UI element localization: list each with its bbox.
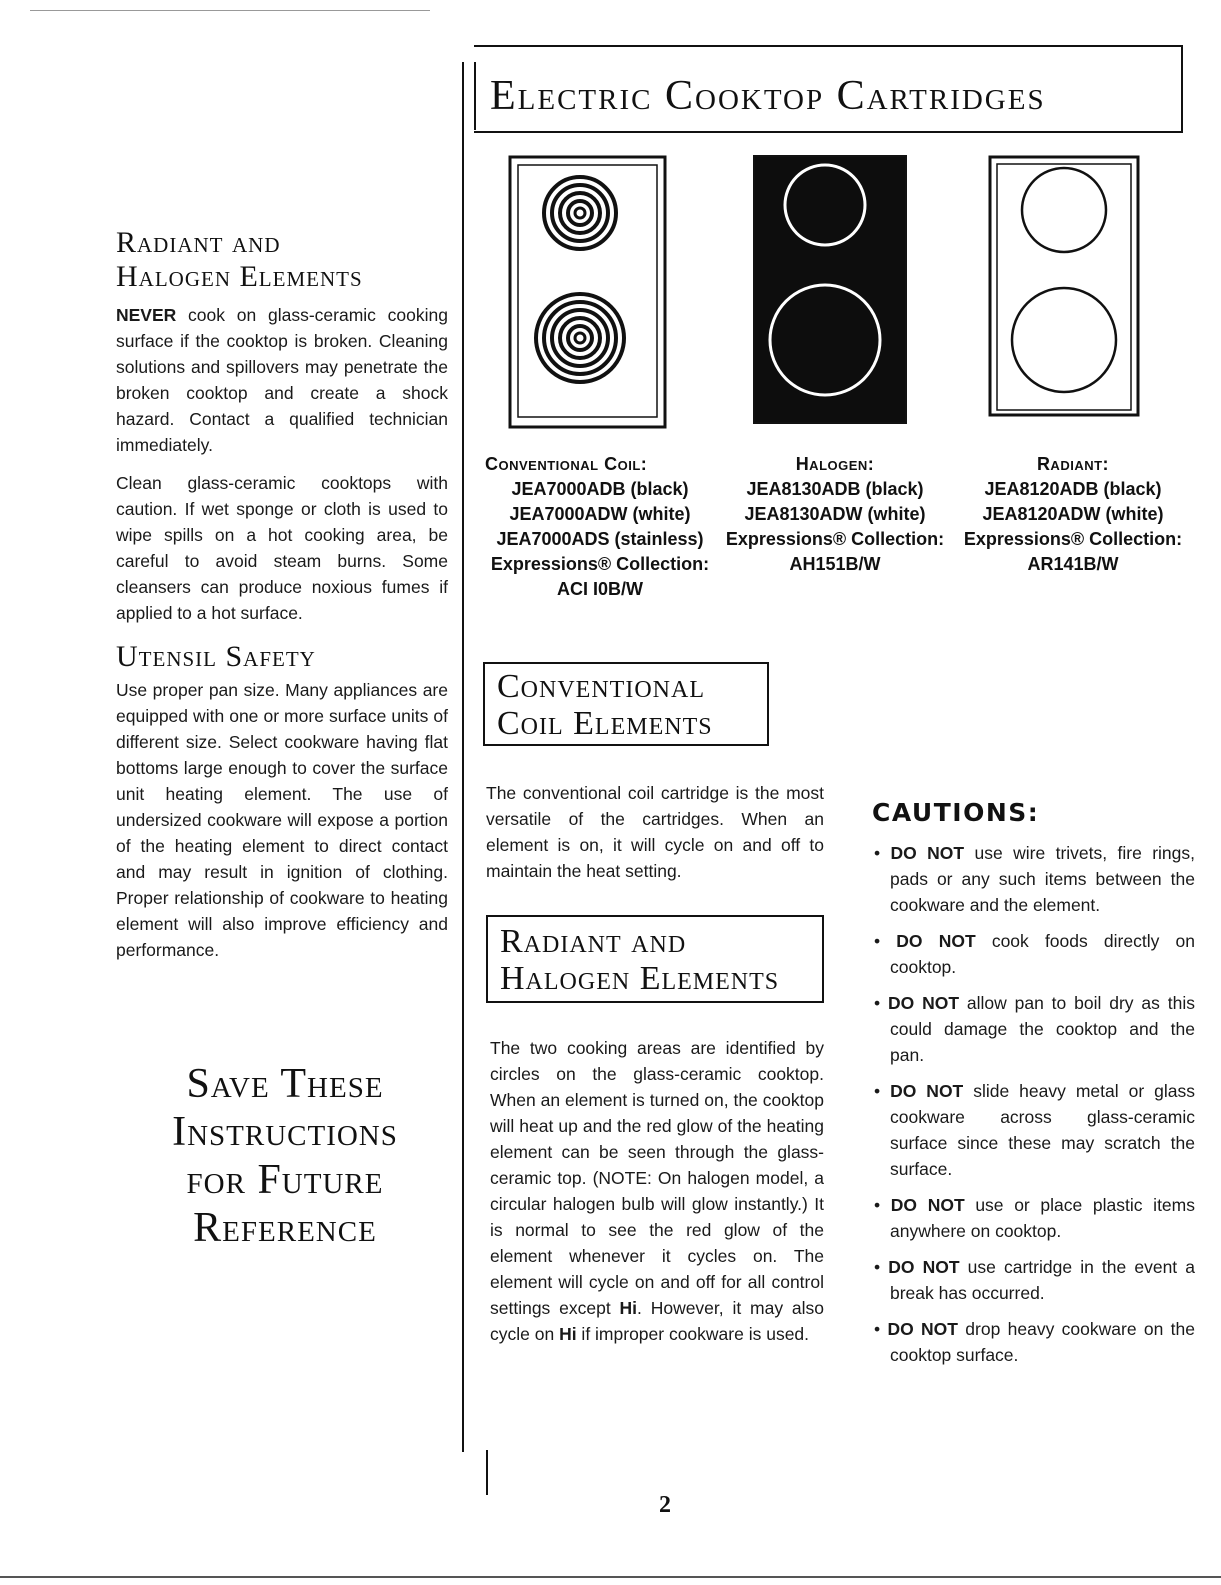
coil-model-stainless: JEA7000ADS (stainless): [496, 529, 704, 549]
scan-artifact-bottom: [0, 1576, 1221, 1578]
radiant-expressions-label: Expressions® Collection:: [963, 529, 1183, 549]
caution-item: • DO NOT cook foods directly on cooktop.: [874, 931, 1195, 977]
halogen-model-white: JEA8130ADW (white): [744, 504, 926, 524]
caution-item: • DO NOT use wire trivets, fire rings, pads or any such items between the cookware and the element.: [874, 843, 1195, 915]
do-not-keyword: DO NOT: [890, 843, 965, 863]
do-not-keyword: DO NOT: [890, 1195, 965, 1215]
conventional-text: [486, 780, 824, 896]
utensil-paragraph: Use proper pan size. Many appliances are equipped with one or more surface units of different size. Select cookware having flat bottoms large enough to cover the surface unit heating element. The use of undersized cookware will expose a portion of the heating element to direct contact and may result in ignition of clothing. Proper relationship of cookware to heating element will also improve efficiency and performance.: [116, 680, 448, 960]
radiant-right-heading-line-2: Halogen Elements: [500, 960, 780, 997]
title-box-left-edge: [474, 62, 476, 130]
radiant-right-text: [490, 1035, 824, 1359]
caution-text: allow pan to boil dry as this could damage the cooktop and the pan.: [890, 993, 1195, 1065]
conventional-heading-line-2: Coil Elements: [497, 705, 713, 742]
halogen-cartridge-illustration: [753, 155, 908, 425]
save-line-4: Reference: [193, 1205, 377, 1251]
caution-text: use cartridge in the event a break has occurred.: [890, 1257, 1196, 1303]
radiant-halogen-heading: [116, 226, 363, 294]
coil-caption-head: Conventional Coil:: [485, 454, 648, 474]
caution-text: slide heavy metal or glass cookware across glass-ceramic surface since these may scratch the surface.: [890, 1081, 1195, 1179]
utensil-safety-text: [116, 677, 448, 975]
radiant-caption-head: Radiant:: [1036, 454, 1110, 474]
save-line-1: Save These: [186, 1061, 384, 1107]
coil-caption: [485, 452, 715, 602]
halogen-model-black: JEA8130ADB (black): [746, 479, 924, 499]
coil-model-white: JEA7000ADW (white): [509, 504, 691, 524]
caution-item: • DO NOT use or place plastic items anywhere on cooktop.: [874, 1195, 1195, 1241]
coil-expressions-label: Expressions® Collection:: [490, 554, 710, 574]
radiant-warning-text: [116, 302, 448, 638]
conventional-paragraph: The conventional coil cartridge is the most versatile of the cartridges. When an element is on, it will cycle on and off to maintain the heat setting.: [486, 783, 824, 881]
column-divider: [462, 62, 464, 1452]
caution-text: use wire trivets, fire rings, pads or any such items between the cookware and the element.: [890, 843, 1195, 915]
coil-expressions-model: ACI I0B/W: [556, 579, 643, 599]
radiant-right-heading: [500, 923, 779, 997]
scan-artifact-top: [30, 10, 430, 11]
radiant-model-black: JEA8120ADB (black): [984, 479, 1162, 499]
radiant-right-body-b: . However, it may also cycle on: [490, 1298, 824, 1344]
radiant-cartridge-illustration: [988, 155, 1143, 420]
column-divider-lower: [486, 1450, 488, 1495]
cautions-list: [872, 840, 1195, 1378]
radiant-warning-body: cook on glass-ceramic cooking surface if the cooktop is broken. Cleaning solutions and spillovers may penetrate the broken cooktop and create a shock hazard. Contact a qualified technician immediately.: [116, 305, 448, 455]
halogen-expressions-model: AH151B/W: [789, 554, 881, 574]
radiant-heading-line-1: Radiant and: [116, 226, 281, 259]
save-line-3: for Future: [186, 1157, 384, 1203]
radiant-right-paragraph: [490, 1035, 824, 1347]
caution-text: cook foods directly on cooktop.: [890, 931, 1195, 977]
halogen-expressions-label: Expressions® Collection:: [725, 529, 945, 549]
save-line-2: Instructions: [172, 1109, 398, 1155]
coil-model-black: JEA7000ADB (black): [511, 479, 689, 499]
radiant-right-heading-line-1: Radiant and: [500, 923, 687, 960]
caution-item: • DO NOT use cartridge in the event a break has occurred.: [874, 1257, 1196, 1303]
caution-item: • DO NOT slide heavy metal or glass cookware across glass-ceramic surface since these may scratch the surface.: [874, 1081, 1195, 1179]
radiant-warning-paragraph: [116, 302, 448, 458]
never-keyword: NEVER: [116, 305, 177, 325]
page-title: Electric Cooktop Cartridges: [490, 73, 1046, 119]
do-not-keyword: DO NOT: [888, 1257, 960, 1277]
page-number: 2: [659, 1492, 671, 1518]
radiant-right-body-a: The two cooking areas are identified by circles on the glass-ceramic cooktop. When an element is turned on, the cooktop will heat up and the red glow of the heating element can be seen through the glass-ceramic top. (NOTE: On halogen model, a circular halogen bulb will glow instantly.) It is normal to see the red glow of the element whenever it cycles on. The element will cycle on and off for all control settings except: [490, 1038, 824, 1318]
do-not-keyword: DO NOT: [890, 1081, 964, 1101]
radiant-heading-line-2: Halogen Elements: [116, 260, 363, 293]
do-not-keyword: DO NOT: [887, 993, 960, 1013]
radiant-model-white: JEA8120ADW (white): [982, 504, 1164, 524]
save-instructions-block: [120, 1060, 450, 1252]
hi-setting-2: Hi: [559, 1324, 577, 1344]
caution-text: use or place plastic items anywhere on cooktop.: [890, 1195, 1195, 1241]
coil-cartridge-illustration: [508, 155, 668, 430]
do-not-keyword: DO NOT: [887, 1319, 958, 1339]
halogen-caption: [720, 452, 950, 577]
caution-item: • DO NOT drop heavy cookware on the cooktop surface.: [874, 1319, 1195, 1365]
utensil-safety-heading: Utensil Safety: [116, 640, 316, 673]
radiant-caption: [958, 452, 1188, 577]
caution-text: drop heavy cookware on the cooktop surface.: [890, 1319, 1195, 1365]
conventional-heading: [497, 668, 713, 742]
caution-item: • DO NOT allow pan to boil dry as this could damage the cooktop and the pan.: [874, 993, 1195, 1065]
halogen-caption-head: Halogen:: [795, 454, 875, 474]
clean-caution-paragraph: Clean glass-ceramic cooktops with caution. If wet sponge or cloth is used to wipe spills on a hot cooking area, be careful to avoid steam burns. Some cleansers can produce noxious fumes if applied to a hot surface.: [116, 473, 448, 623]
do-not-keyword: DO NOT: [896, 931, 976, 951]
radiant-expressions-model: AR141B/W: [1027, 554, 1119, 574]
radiant-right-body-c: if improper cookware is used.: [576, 1324, 810, 1344]
hi-setting-1: Hi: [619, 1298, 638, 1318]
cautions-heading: CAUTIONS:: [872, 798, 1040, 827]
conventional-heading-line-1: Conventional: [497, 668, 705, 705]
